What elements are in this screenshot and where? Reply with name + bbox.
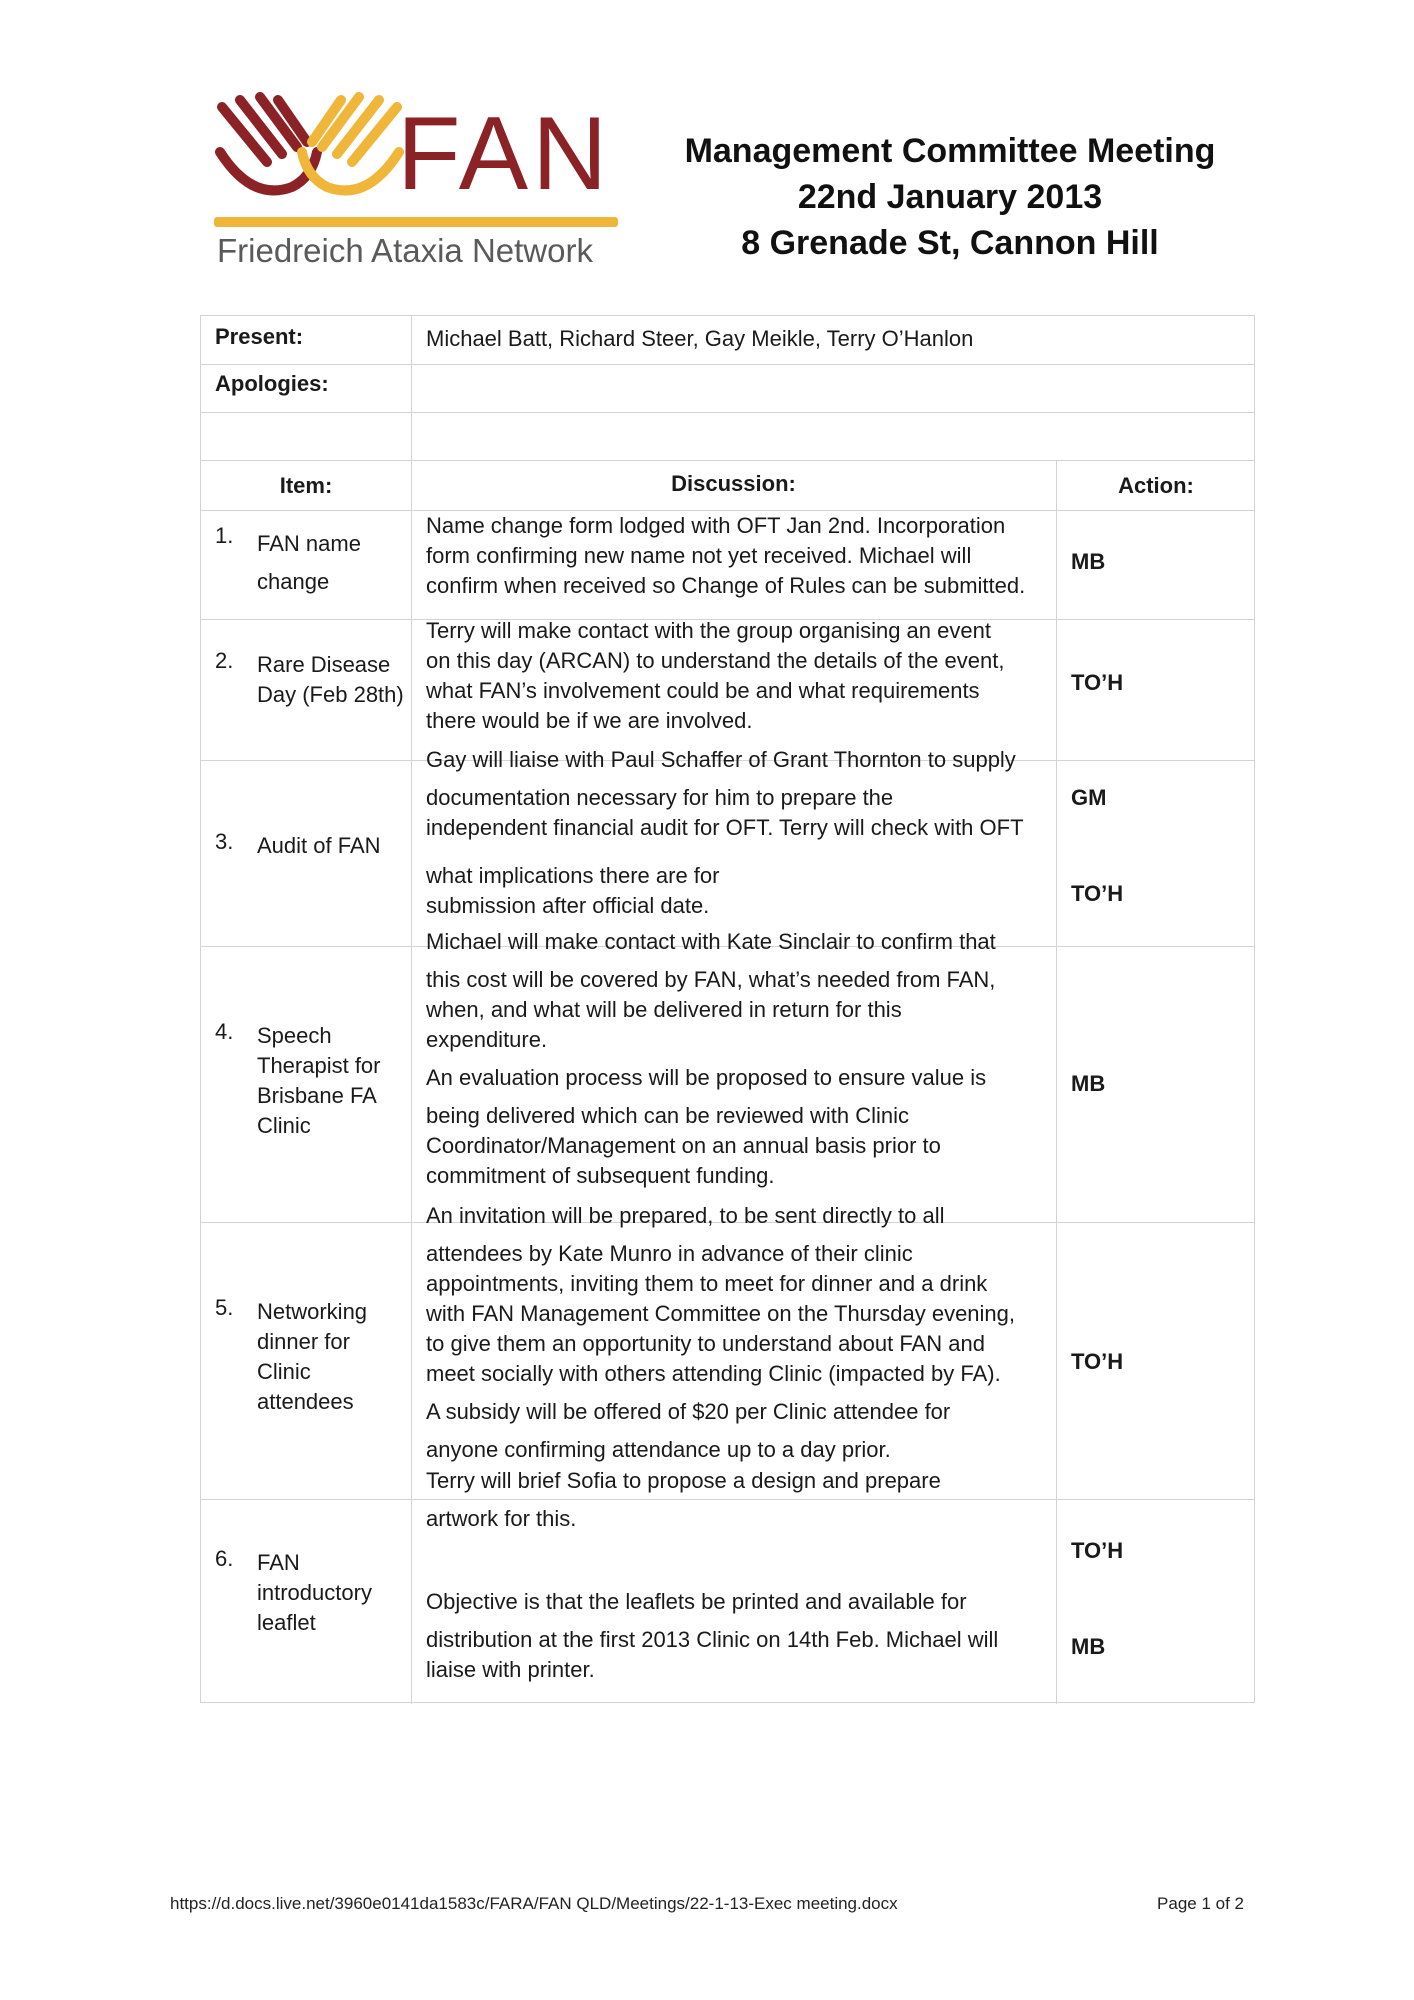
logo-brand-text: FAN — [397, 96, 612, 212]
column-divider — [411, 316, 412, 1704]
item-row — [201, 619, 1254, 760]
present-row — [201, 316, 1254, 364]
column-divider — [1056, 460, 1057, 1704]
item-row — [201, 510, 1254, 619]
present-label: Present: — [215, 324, 304, 349]
present-value: Michael Batt, Richard Steer, Gay Meikle, Terry O’Hanlon — [426, 326, 974, 351]
item-row — [201, 747, 1254, 946]
logo-underline — [214, 217, 618, 227]
fan-logo — [212, 92, 622, 272]
item-action: GM — [1071, 785, 1107, 810]
item-number: 6. — [215, 1546, 234, 1571]
item-column-header: Item: — [279, 473, 333, 498]
item-title: Audit of FAN — [257, 833, 381, 858]
item-number: 2. — [215, 648, 234, 673]
item-discussion: Terry will brief Sofia to propose a design and prepare artwork for this. Objective is that the leaflets be printed and available for distribution at the first 2013 Clinic on 14th Feb. Michael will liaise with printer. — [426, 1468, 999, 1682]
footer-file-path: https://d.docs.live.net/3960e0141da1583c/FARA/FAN QLD/Meetings/22-1-13-Exec meeting.docx — [170, 1894, 898, 1913]
item-row — [201, 1468, 1254, 1704]
action-column-header: Action: — [1118, 473, 1194, 498]
item-number: 5. — [215, 1295, 234, 1320]
item-title: Rare Disease Day (Feb 28th) — [257, 652, 404, 707]
item-discussion: Name change form lodged with OFT Jan 2nd. Incorporation form confirming new name not yet received. Michael will confirm when received so Change of Rules can be submitted. — [426, 513, 1026, 598]
item-title: FAN name change — [257, 531, 361, 594]
meeting-heading — [640, 128, 1260, 266]
heading-date: 22nd January 2013 — [797, 178, 1103, 216]
heading-location: 8 Grenade St, Cannon Hill — [741, 224, 1159, 262]
item-action: MB — [1071, 1071, 1106, 1096]
item-action: TO’H — [1071, 1538, 1124, 1563]
item-row — [201, 1203, 1254, 1499]
item-action: MB — [1071, 549, 1106, 574]
item-action: TO’H — [1071, 1349, 1124, 1374]
item-action: TO’H — [1071, 670, 1124, 695]
item-discussion: Gay will liaise with Paul Schaffer of Grant Thornton to supply documentation necessary for him to prepare the independent financial audit for OFT. Terry will check with OFT what implications there are for submission after official date. — [426, 747, 1024, 918]
item-title: Networking dinner for Clinic attendees — [257, 1299, 368, 1414]
item-title: FAN introductory leaflet — [257, 1550, 372, 1635]
item-number: 4. — [215, 1019, 234, 1044]
item-number: 3. — [215, 829, 234, 854]
hands-logo-icon — [212, 92, 412, 212]
apologies-row — [201, 364, 1254, 412]
item-action: MB — [1071, 1634, 1106, 1659]
item-discussion: Michael will make contact with Kate Sinclair to confirm that this cost will be covered by FAN, what’s needed from FAN, when, and what will be delivered in return for this expenditure. An evaluation process will be proposed to ensure value is being delivered which can be reviewed with Clinic Coordinator/Management on an annual basis prior to commitment of subsequent funding. — [426, 929, 996, 1188]
item-title: Speech Therapist for Brisbane FA Clinic — [257, 1023, 381, 1138]
apologies-label: Apologies: — [215, 371, 329, 396]
column-header-row — [201, 460, 1254, 510]
spacer-row — [201, 412, 1254, 460]
discussion-column-header: Discussion: — [671, 471, 796, 496]
item-number: 1. — [215, 523, 234, 548]
logo-subtitle: Friedreich Ataxia Network — [217, 232, 593, 269]
item-discussion: An invitation will be prepared, to be sent directly to all attendees by Kate Munro in advance of their clinic appointments, inviting them to meet for dinner and a drink with FAN Management Committee on the Thursday evening, to give them an opportunity to understand about FAN and meet socially with others attending Clinic (impacted by FA). A subsidy will be offered of $20 per Clinic attendee for anyone confirming attendance up to a day prior. — [426, 1203, 1016, 1462]
heading-title: Management Committee Meeting — [684, 132, 1216, 170]
item-action: TO’H — [1071, 881, 1124, 906]
footer-page-number: Page 1 of 2 — [1157, 1894, 1244, 1913]
item-discussion: Terry will make contact with the group organising an event on this day (ARCAN) to understand the details of the event, what FAN’s involvement could be and what requirements there would be if we are involved. — [426, 618, 1005, 733]
minutes-table — [200, 315, 1255, 1703]
item-row — [201, 929, 1254, 1222]
